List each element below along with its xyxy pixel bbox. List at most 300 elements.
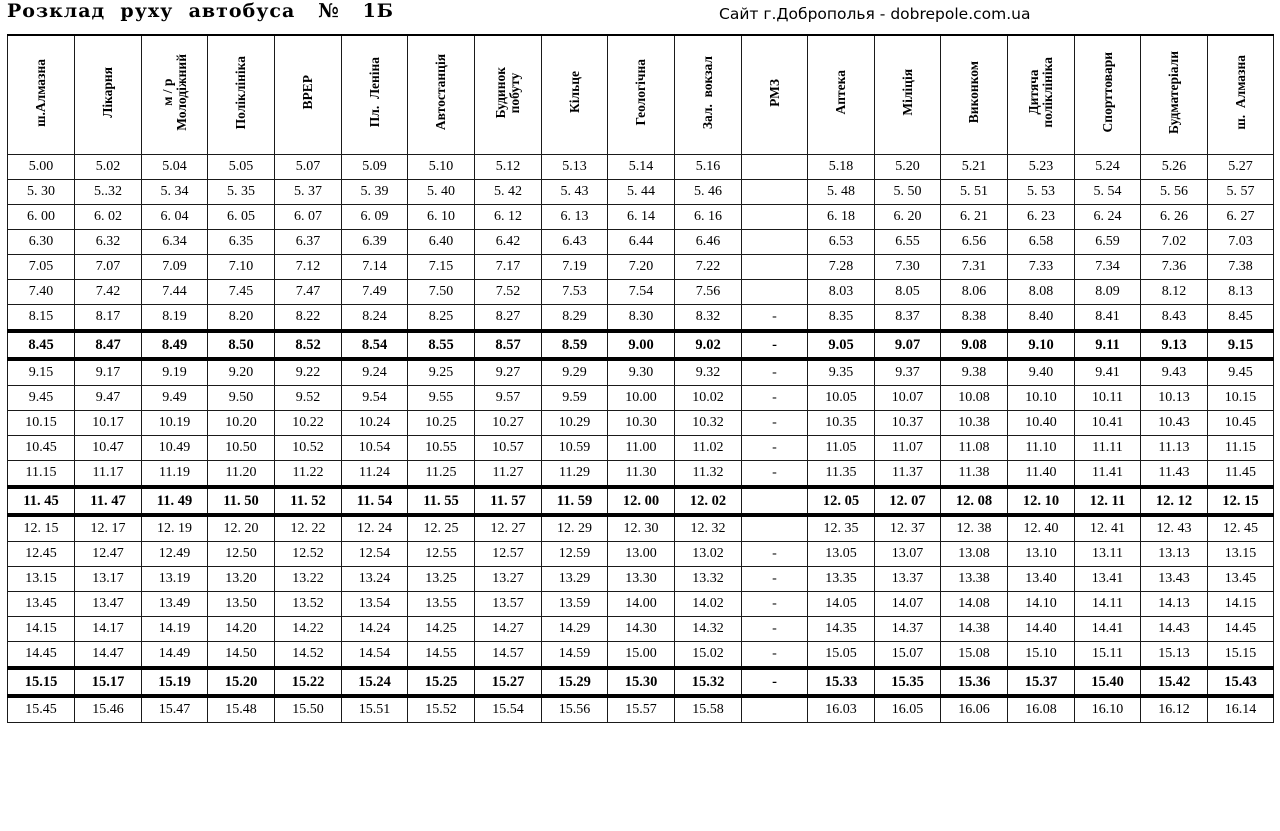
time-cell: 7.31 (941, 255, 1008, 280)
time-cell: 5..32 (75, 180, 142, 205)
time-cell: 10.32 (675, 411, 742, 436)
time-cell: 7.20 (608, 255, 675, 280)
stop-name: Міліція (899, 69, 915, 116)
time-cell: 11.45 (1208, 461, 1274, 488)
time-cell: 15.50 (275, 696, 342, 723)
time-cell: 5. 46 (675, 180, 742, 205)
time-cell: 14.30 (608, 617, 675, 642)
time-cell: 9.54 (342, 386, 408, 411)
time-cell: - (742, 386, 808, 411)
time-cell: 7.45 (208, 280, 275, 305)
time-cell: 9.38 (941, 359, 1008, 386)
time-cell: 15.27 (475, 668, 542, 696)
time-cell: 8.17 (75, 305, 142, 332)
time-cell: 13.11 (1075, 542, 1141, 567)
time-cell: 10.49 (142, 436, 208, 461)
time-cell: 9.08 (941, 331, 1008, 359)
time-cell: 8.50 (208, 331, 275, 359)
time-cell: 10.40 (1008, 411, 1075, 436)
time-cell: 10.55 (408, 436, 475, 461)
time-cell: 15.13 (1141, 642, 1208, 669)
time-cell: 15.15 (8, 668, 75, 696)
time-cell: 10.02 (675, 386, 742, 411)
time-cell: 11.07 (875, 436, 941, 461)
time-cell: 9.49 (142, 386, 208, 411)
time-cell: 12. 29 (542, 515, 608, 542)
time-cell: 5.23 (1008, 155, 1075, 180)
time-cell: 9.32 (675, 359, 742, 386)
stop-header (941, 35, 1008, 155)
time-cell: 5.21 (941, 155, 1008, 180)
time-cell: 6.39 (342, 230, 408, 255)
table-row (8, 305, 1274, 332)
time-cell: 7.15 (408, 255, 475, 280)
time-cell: 15.07 (875, 642, 941, 669)
time-cell: 12. 08 (941, 487, 1008, 515)
time-cell: 9.41 (1075, 359, 1141, 386)
time-cell: 15.00 (608, 642, 675, 669)
time-cell: 14.02 (675, 592, 742, 617)
time-cell: 16.05 (875, 696, 941, 723)
time-cell: 6.37 (275, 230, 342, 255)
time-cell: 12.57 (475, 542, 542, 567)
time-cell: 11.15 (1208, 436, 1274, 461)
time-cell: 6. 26 (1141, 205, 1208, 230)
time-cell: 16.08 (1008, 696, 1075, 723)
time-cell: 6. 09 (342, 205, 408, 230)
time-cell: 10.05 (808, 386, 875, 411)
table-row (8, 386, 1274, 411)
time-cell: 9.45 (8, 386, 75, 411)
time-cell: 15.32 (675, 668, 742, 696)
stop-name: Будинок побуту (493, 66, 522, 119)
time-cell: 10.08 (941, 386, 1008, 411)
time-cell: 7.19 (542, 255, 608, 280)
time-cell: 5.13 (542, 155, 608, 180)
time-cell: 12. 24 (342, 515, 408, 542)
time-cell (742, 255, 808, 280)
time-cell: 12. 20 (208, 515, 275, 542)
time-cell: 5.12 (475, 155, 542, 180)
time-cell: 11.17 (75, 461, 142, 488)
time-cell (742, 696, 808, 723)
time-cell: 8.43 (1141, 305, 1208, 332)
time-cell: 14.07 (875, 592, 941, 617)
time-cell: 14.35 (808, 617, 875, 642)
time-cell: 11.11 (1075, 436, 1141, 461)
time-cell: 6. 18 (808, 205, 875, 230)
time-cell: 6. 20 (875, 205, 941, 230)
time-cell: 14.25 (408, 617, 475, 642)
time-cell: 6.30 (8, 230, 75, 255)
stop-name: ш. Алмазна (1232, 55, 1248, 130)
time-cell: 13.59 (542, 592, 608, 617)
time-cell: 15.43 (1208, 668, 1274, 696)
time-cell: 15.15 (1208, 642, 1274, 669)
time-cell: 12. 27 (475, 515, 542, 542)
time-cell: 13.30 (608, 567, 675, 592)
time-cell: 12. 35 (808, 515, 875, 542)
time-cell: 9.27 (475, 359, 542, 386)
time-cell: 6.56 (941, 230, 1008, 255)
time-cell: 13.15 (8, 567, 75, 592)
time-cell: 12. 17 (75, 515, 142, 542)
time-cell: 7.49 (342, 280, 408, 305)
time-cell: 10.19 (142, 411, 208, 436)
time-cell: 8.49 (142, 331, 208, 359)
time-cell: 12. 15 (1208, 487, 1274, 515)
time-cell: 10.59 (542, 436, 608, 461)
time-cell: 13.52 (275, 592, 342, 617)
time-cell: 8.54 (342, 331, 408, 359)
table-row (8, 592, 1274, 617)
time-cell: 5. 37 (275, 180, 342, 205)
time-cell: 16.14 (1208, 696, 1274, 723)
time-cell: 11. 54 (342, 487, 408, 515)
time-cell: 11.24 (342, 461, 408, 488)
site-caption: Сайт г.Доброполья - dobrepole.com.ua (719, 5, 1031, 23)
time-cell: 15.22 (275, 668, 342, 696)
time-cell: 11.38 (941, 461, 1008, 488)
time-cell: 7.07 (75, 255, 142, 280)
time-cell: 12. 45 (1208, 515, 1274, 542)
time-cell: 12. 05 (808, 487, 875, 515)
time-cell: 14.24 (342, 617, 408, 642)
time-cell: 15.54 (475, 696, 542, 723)
time-cell: 8.47 (75, 331, 142, 359)
time-cell: - (742, 461, 808, 488)
time-cell: 11. 47 (75, 487, 142, 515)
stop-name: Поліклініка (233, 55, 248, 130)
time-cell: 7.10 (208, 255, 275, 280)
time-cell: 7.52 (475, 280, 542, 305)
time-cell: 12. 07 (875, 487, 941, 515)
time-cell: 14.29 (542, 617, 608, 642)
time-cell: 9.19 (142, 359, 208, 386)
time-cell: 7.28 (808, 255, 875, 280)
time-cell: 9.05 (808, 331, 875, 359)
time-cell: 9.59 (542, 386, 608, 411)
time-cell: 12.52 (275, 542, 342, 567)
time-cell: 9.50 (208, 386, 275, 411)
time-cell: 5. 57 (1208, 180, 1274, 205)
time-cell: 7.12 (275, 255, 342, 280)
time-cell: 8.55 (408, 331, 475, 359)
stop-name: Геологічна (633, 59, 648, 126)
time-cell: 10.10 (1008, 386, 1075, 411)
table-row (8, 436, 1274, 461)
time-cell: 11. 55 (408, 487, 475, 515)
time-cell: 5. 42 (475, 180, 542, 205)
stop-header (1075, 35, 1141, 155)
time-cell: 12. 30 (608, 515, 675, 542)
time-cell: 13.19 (142, 567, 208, 592)
time-cell: 13.29 (542, 567, 608, 592)
time-cell: - (742, 331, 808, 359)
time-cell: 9.10 (1008, 331, 1075, 359)
time-cell: 10.54 (342, 436, 408, 461)
time-cell: 8.29 (542, 305, 608, 332)
time-cell: 13.25 (408, 567, 475, 592)
time-cell: 5.07 (275, 155, 342, 180)
time-cell: 6.42 (475, 230, 542, 255)
time-cell: 11. 50 (208, 487, 275, 515)
time-cell: 10.20 (208, 411, 275, 436)
time-cell: 5. 39 (342, 180, 408, 205)
time-cell: 6. 24 (1075, 205, 1141, 230)
time-cell: 8.57 (475, 331, 542, 359)
time-cell: 13.43 (1141, 567, 1208, 592)
time-cell: - (742, 642, 808, 669)
stop-header (675, 35, 742, 155)
time-cell: 10.45 (8, 436, 75, 461)
time-cell: 5.14 (608, 155, 675, 180)
time-cell: 13.47 (75, 592, 142, 617)
time-cell: 10.13 (1141, 386, 1208, 411)
time-cell: 12. 02 (675, 487, 742, 515)
time-cell: 8.37 (875, 305, 941, 332)
stop-name: Аптека (833, 70, 848, 115)
time-cell: 14.57 (475, 642, 542, 669)
stop-header (1141, 35, 1208, 155)
time-cell: 14.22 (275, 617, 342, 642)
time-cell: 5.27 (1208, 155, 1274, 180)
time-cell: 13.54 (342, 592, 408, 617)
time-cell: 12. 19 (142, 515, 208, 542)
time-cell: 11.41 (1075, 461, 1141, 488)
time-cell: 5.18 (808, 155, 875, 180)
time-cell (742, 180, 808, 205)
time-cell: 15.35 (875, 668, 941, 696)
table-row (8, 205, 1274, 230)
time-cell: 10.38 (941, 411, 1008, 436)
time-cell: 15.42 (1141, 668, 1208, 696)
stop-header (75, 35, 142, 155)
time-cell: 10.00 (608, 386, 675, 411)
time-cell: 14.10 (1008, 592, 1075, 617)
time-cell: 8.41 (1075, 305, 1141, 332)
time-cell: 10.15 (1208, 386, 1274, 411)
time-cell: 5.16 (675, 155, 742, 180)
table-row (8, 487, 1274, 515)
time-cell: 14.11 (1075, 592, 1141, 617)
stop-name: Зал. вокзал (700, 55, 715, 130)
time-cell: 12. 38 (941, 515, 1008, 542)
stop-name: Автостанція (433, 54, 448, 131)
time-cell: 16.06 (941, 696, 1008, 723)
time-cell: 5.09 (342, 155, 408, 180)
time-cell: 7.36 (1141, 255, 1208, 280)
time-cell: 6. 00 (8, 205, 75, 230)
time-cell: 5. 40 (408, 180, 475, 205)
time-cell: 9.00 (608, 331, 675, 359)
time-cell: - (742, 617, 808, 642)
time-cell: 10.57 (475, 436, 542, 461)
time-cell: 11.32 (675, 461, 742, 488)
time-cell: 11. 59 (542, 487, 608, 515)
time-cell: 11.02 (675, 436, 742, 461)
time-cell: 14.00 (608, 592, 675, 617)
time-cell: 13.55 (408, 592, 475, 617)
time-cell: 12.49 (142, 542, 208, 567)
time-cell: 8.03 (808, 280, 875, 305)
time-cell: 14.47 (75, 642, 142, 669)
time-cell: 15.46 (75, 696, 142, 723)
time-cell: 7.47 (275, 280, 342, 305)
time-cell: 15.08 (941, 642, 1008, 669)
stop-header (208, 35, 275, 155)
time-cell: 10.17 (75, 411, 142, 436)
time-cell: 12. 32 (675, 515, 742, 542)
time-cell: 5.02 (75, 155, 142, 180)
time-cell: 9.52 (275, 386, 342, 411)
time-cell: 13.45 (1208, 567, 1274, 592)
time-cell: 11. 49 (142, 487, 208, 515)
table-row (8, 155, 1274, 180)
table-row (8, 411, 1274, 436)
time-cell: 8.35 (808, 305, 875, 332)
time-cell: 16.10 (1075, 696, 1141, 723)
time-cell: 5. 48 (808, 180, 875, 205)
stop-header (742, 35, 808, 155)
table-row (8, 668, 1274, 696)
time-cell: 7.38 (1208, 255, 1274, 280)
time-cell: 10.35 (808, 411, 875, 436)
stop-name: м / р Молодіжний (159, 54, 189, 131)
time-cell: 10.15 (8, 411, 75, 436)
time-cell: - (742, 436, 808, 461)
time-cell: 11.00 (608, 436, 675, 461)
time-cell: 9.15 (1208, 331, 1274, 359)
stop-header (608, 35, 675, 155)
time-cell: 6.59 (1075, 230, 1141, 255)
stop-name: Будматеріали (1166, 51, 1181, 134)
time-cell: 6. 16 (675, 205, 742, 230)
time-cell: 15.51 (342, 696, 408, 723)
time-cell: 16.03 (808, 696, 875, 723)
time-cell: 12. 40 (1008, 515, 1075, 542)
time-cell: 7.44 (142, 280, 208, 305)
time-cell: 6.53 (808, 230, 875, 255)
time-cell: 5.04 (142, 155, 208, 180)
time-cell: 14.59 (542, 642, 608, 669)
time-cell: 6. 05 (208, 205, 275, 230)
stop-header (475, 35, 542, 155)
time-cell: 11.30 (608, 461, 675, 488)
time-cell: 12. 10 (1008, 487, 1075, 515)
time-cell: 14.32 (675, 617, 742, 642)
stop-header (1008, 35, 1075, 155)
time-cell: 8.06 (941, 280, 1008, 305)
time-cell: 10.07 (875, 386, 941, 411)
time-cell: 13.24 (342, 567, 408, 592)
time-cell: 6. 10 (408, 205, 475, 230)
time-cell (742, 205, 808, 230)
time-cell: 8.59 (542, 331, 608, 359)
stop-name: ш.Алмазна (33, 58, 48, 127)
time-cell: 11. 57 (475, 487, 542, 515)
time-cell: 5. 43 (542, 180, 608, 205)
time-cell: 8.19 (142, 305, 208, 332)
time-cell: 14.55 (408, 642, 475, 669)
table-row (8, 567, 1274, 592)
time-cell: 5. 51 (941, 180, 1008, 205)
time-cell: 6.34 (142, 230, 208, 255)
time-cell: 8.38 (941, 305, 1008, 332)
time-cell: 12. 00 (608, 487, 675, 515)
stops-header-row (8, 35, 1274, 155)
time-cell: 11.20 (208, 461, 275, 488)
time-cell: 9.24 (342, 359, 408, 386)
time-cell: 15.11 (1075, 642, 1141, 669)
time-cell: 12. 22 (275, 515, 342, 542)
time-cell: 8.40 (1008, 305, 1075, 332)
time-cell: 9.43 (1141, 359, 1208, 386)
time-cell: - (742, 411, 808, 436)
time-cell: 15.29 (542, 668, 608, 696)
table-row (8, 515, 1274, 542)
stop-header (342, 35, 408, 155)
table-row (8, 180, 1274, 205)
time-cell: 13.49 (142, 592, 208, 617)
stop-name: Кільце (566, 71, 582, 114)
time-cell: 14.43 (1141, 617, 1208, 642)
time-cell: 7.17 (475, 255, 542, 280)
time-cell: 7.33 (1008, 255, 1075, 280)
page-title: Розклад руху автобуса № 1Б (7, 0, 395, 22)
time-cell: 5. 34 (142, 180, 208, 205)
time-cell: 6.44 (608, 230, 675, 255)
time-cell (742, 515, 808, 542)
time-cell: 15.48 (208, 696, 275, 723)
time-cell: 5.24 (1075, 155, 1141, 180)
time-cell: 15.47 (142, 696, 208, 723)
time-cell: 14.15 (8, 617, 75, 642)
time-cell: 8.45 (1208, 305, 1274, 332)
time-cell: 7.34 (1075, 255, 1141, 280)
time-cell: 12. 43 (1141, 515, 1208, 542)
time-cell: 10.43 (1141, 411, 1208, 436)
time-cell: 6. 14 (608, 205, 675, 230)
time-cell: 15.57 (608, 696, 675, 723)
time-cell: 11.40 (1008, 461, 1075, 488)
time-cell: 11.29 (542, 461, 608, 488)
stop-name: Лікарня (100, 67, 115, 118)
time-cell: 14.49 (142, 642, 208, 669)
time-cell: 11.10 (1008, 436, 1075, 461)
time-cell: 15.30 (608, 668, 675, 696)
time-cell: 8.25 (408, 305, 475, 332)
time-cell: 8.20 (208, 305, 275, 332)
time-cell: 11.35 (808, 461, 875, 488)
time-cell: 13.32 (675, 567, 742, 592)
time-cell: 15.19 (142, 668, 208, 696)
time-cell (742, 230, 808, 255)
time-cell: 7.14 (342, 255, 408, 280)
time-cell: 8.52 (275, 331, 342, 359)
time-cell: 11.37 (875, 461, 941, 488)
time-cell: 14.05 (808, 592, 875, 617)
time-cell: 15.02 (675, 642, 742, 669)
time-cell: 7.40 (8, 280, 75, 305)
time-cell: 7.09 (142, 255, 208, 280)
table-row (8, 255, 1274, 280)
time-cell: 6. 12 (475, 205, 542, 230)
time-cell: 15.20 (208, 668, 275, 696)
time-cell: - (742, 359, 808, 386)
time-cell: 14.50 (208, 642, 275, 669)
table-row (8, 642, 1274, 669)
